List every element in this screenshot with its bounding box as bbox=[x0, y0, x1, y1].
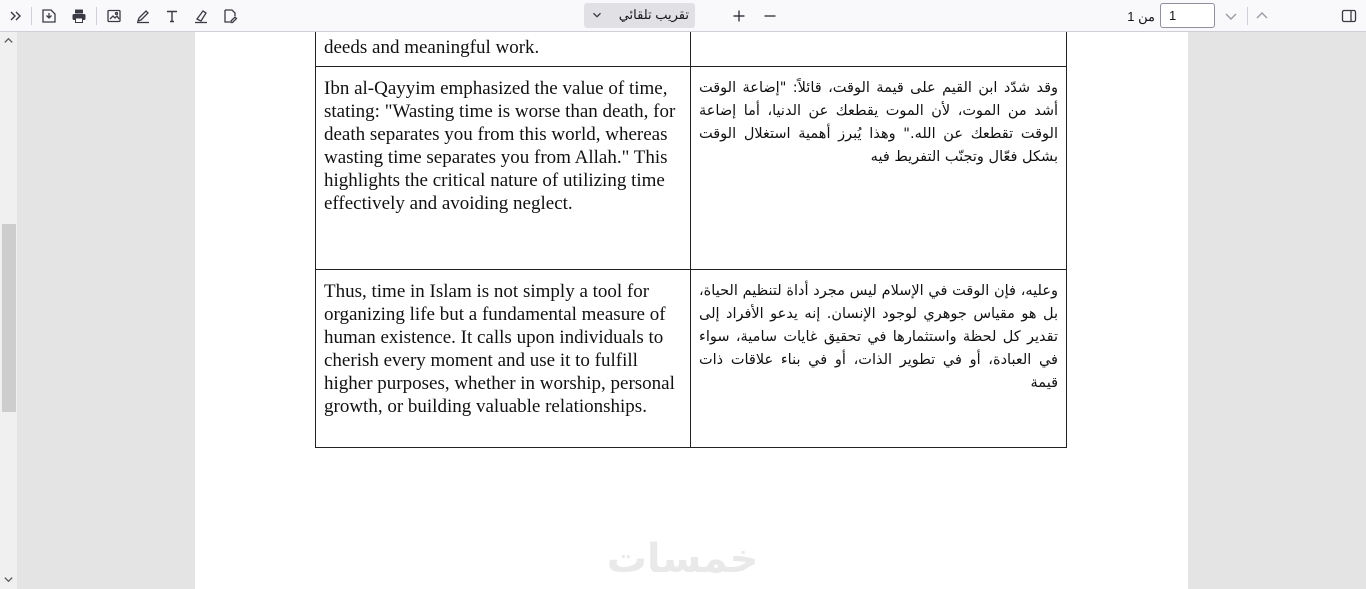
print-icon bbox=[71, 8, 87, 24]
watermark-logo: خمسات bbox=[606, 536, 759, 582]
english-text: Thus, time in Islam is not simply a tool for organizing life but a fundamental measure of human existence. It calls upon individuals to cherish every moment and use it to fulfill higher purposes, whether in worship, personal growth, or building valuable relationships. bbox=[324, 281, 675, 417]
bilingual-table bbox=[315, 32, 1067, 448]
vertical-scrollbar[interactable] bbox=[0, 32, 17, 589]
next-page-button[interactable] bbox=[1219, 4, 1243, 28]
chevron-up-icon bbox=[1254, 8, 1270, 24]
scrollbar-thumb[interactable] bbox=[2, 224, 16, 412]
table-row bbox=[316, 270, 1067, 448]
print-button[interactable] bbox=[67, 4, 91, 28]
page-number-input[interactable]: 1 bbox=[1160, 3, 1215, 28]
add-image-button[interactable] bbox=[102, 4, 126, 28]
text-icon bbox=[164, 8, 180, 24]
english-cell bbox=[316, 32, 691, 67]
zoom-select[interactable] bbox=[584, 3, 695, 28]
table-row bbox=[316, 32, 1067, 67]
pen-icon bbox=[135, 8, 151, 24]
pdf-toolbar bbox=[0, 0, 1366, 32]
save-icon bbox=[41, 8, 57, 24]
chevron-down-icon bbox=[590, 8, 604, 22]
english-text: Ibn al-Qayyim emphasized the value of time, stating: "Wasting time is worse than death, for death separates you from this world, whereas wasting time separates you from Allah." This highlights the critical nature of utilizing time effectively and avoiding neglect. bbox=[324, 78, 676, 214]
arabic-cell bbox=[691, 32, 1067, 67]
english-cell bbox=[316, 67, 691, 270]
zoom-out-button[interactable] bbox=[758, 4, 782, 28]
double-chevron-icon bbox=[8, 8, 24, 24]
draw-button[interactable] bbox=[131, 4, 155, 28]
save-button[interactable] bbox=[37, 4, 61, 28]
page-count-label: من 1 bbox=[1127, 9, 1155, 24]
zoom-select-label: تقريب تلقائي bbox=[618, 7, 689, 22]
arabic-text: وعليه، فإن الوقت في الإسلام ليس مجرد أداة لتنظيم الحياة، بل هو مقياس جوهري لوجود الإنسان. إنه يدعو الأفراد إلى تقدير كل لحظة واستثمارها في تحقيق غايات سامية، سواء في العبادة، أو في تطوير الذات، أو في بناء علاقات ذات قيمة bbox=[699, 283, 1058, 391]
highlight-button[interactable] bbox=[189, 4, 213, 28]
pdf-page bbox=[195, 32, 1188, 589]
english-cell bbox=[316, 270, 691, 448]
english-text: deeds and meaningful work. bbox=[324, 37, 540, 58]
add-text-button[interactable] bbox=[160, 4, 184, 28]
previous-page-button[interactable] bbox=[1250, 4, 1274, 28]
image-icon bbox=[106, 8, 122, 24]
chevron-down-icon bbox=[1223, 8, 1239, 24]
minus-icon bbox=[762, 8, 778, 24]
sidebar-icon bbox=[1341, 8, 1357, 24]
toggle-sidebar-button[interactable] bbox=[4, 4, 28, 28]
table-row bbox=[316, 67, 1067, 270]
highlighter-icon bbox=[193, 8, 209, 24]
signature-button[interactable] bbox=[218, 4, 242, 28]
zoom-in-button[interactable] bbox=[727, 4, 751, 28]
arabic-text: وقد شدّد ابن القيم على قيمة الوقت، قائلاً: "إضاعة الوقت أشد من الموت، لأن الموت يقطعك عن الدنيا، أما إضاعة الوقت تقطعك عن الله." وهذا يُبرز أهمية استغلال الوقت بشكل فعّال وتجنّب التفريط فيه bbox=[699, 80, 1058, 165]
scroll-up-arrow-icon[interactable] bbox=[3, 35, 14, 46]
signature-icon bbox=[222, 8, 238, 24]
plus-icon bbox=[731, 8, 747, 24]
scroll-down-arrow-icon[interactable] bbox=[3, 574, 14, 585]
arabic-cell bbox=[691, 67, 1067, 270]
arabic-cell bbox=[691, 270, 1067, 448]
sidebar-toggle-button[interactable] bbox=[1337, 4, 1361, 28]
